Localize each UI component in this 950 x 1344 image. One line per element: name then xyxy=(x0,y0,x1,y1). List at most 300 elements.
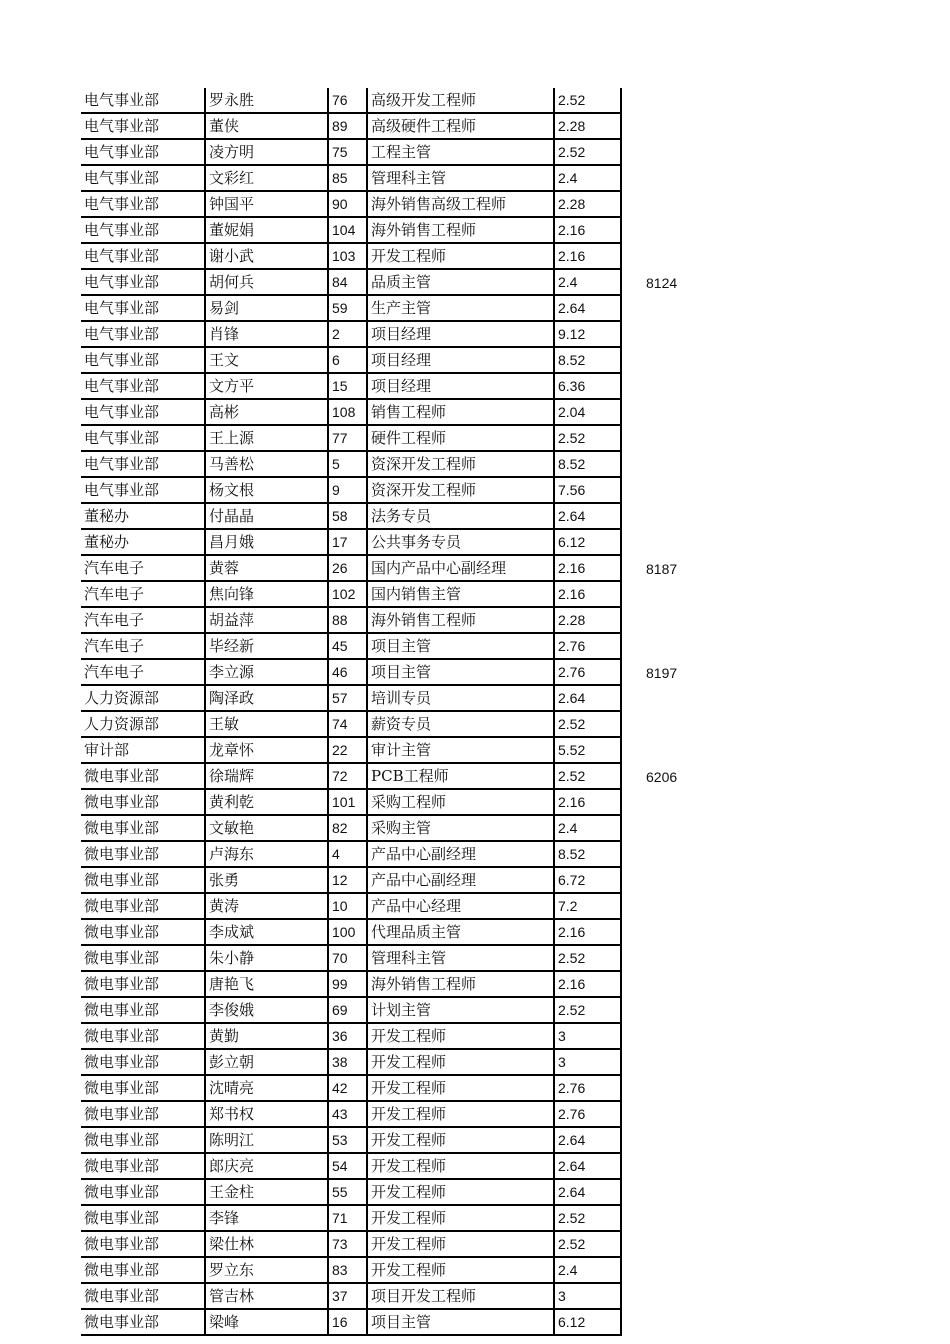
score-cell: 8.52 xyxy=(554,451,621,477)
note-cell xyxy=(621,1309,726,1335)
score-cell: 2.76 xyxy=(554,1101,621,1127)
name-cell: 焦向锋 xyxy=(205,581,328,607)
dept-cell: 电气事业部 xyxy=(81,113,205,139)
dept-cell: 微电事业部 xyxy=(81,789,205,815)
name-cell: 管吉林 xyxy=(205,1283,328,1309)
table-row xyxy=(81,477,726,503)
table-row xyxy=(81,737,726,763)
title-cell: 生产主管 xyxy=(367,295,554,321)
note-cell xyxy=(621,1023,726,1049)
table-row xyxy=(81,1309,726,1335)
name-cell: 肖锋 xyxy=(205,321,328,347)
table-row xyxy=(81,1049,726,1075)
score-cell: 8.52 xyxy=(554,841,621,867)
id-cell: 101 xyxy=(328,789,367,815)
table-row xyxy=(81,815,726,841)
table-row xyxy=(81,1023,726,1049)
name-cell: 黄利乾 xyxy=(205,789,328,815)
table-row xyxy=(81,165,726,191)
note-cell xyxy=(621,321,726,347)
score-cell: 8.52 xyxy=(554,347,621,373)
score-cell: 2.52 xyxy=(554,945,621,971)
id-cell: 5 xyxy=(328,451,367,477)
dept-cell: 微电事业部 xyxy=(81,1127,205,1153)
table-row xyxy=(81,711,726,737)
dept-cell: 微电事业部 xyxy=(81,1283,205,1309)
title-cell: 开发工程师 xyxy=(367,1231,554,1257)
note-cell xyxy=(621,139,726,165)
table-row xyxy=(81,451,726,477)
table-row xyxy=(81,425,726,451)
note-cell xyxy=(621,113,726,139)
note-cell xyxy=(621,711,726,737)
table-row xyxy=(81,1257,726,1283)
name-cell: 文彩红 xyxy=(205,165,328,191)
id-cell: 99 xyxy=(328,971,367,997)
id-cell: 100 xyxy=(328,919,367,945)
table-row xyxy=(81,971,726,997)
id-cell: 42 xyxy=(328,1075,367,1101)
title-cell: 产品中心经理 xyxy=(367,893,554,919)
note-cell xyxy=(621,503,726,529)
dept-cell: 电气事业部 xyxy=(81,269,205,295)
id-cell: 54 xyxy=(328,1153,367,1179)
table-row xyxy=(81,945,726,971)
dept-cell: 微电事业部 xyxy=(81,1179,205,1205)
score-cell: 7.56 xyxy=(554,477,621,503)
name-cell: 胡何兵 xyxy=(205,269,328,295)
name-cell: 黄蓉 xyxy=(205,555,328,581)
title-cell: 开发工程师 xyxy=(367,1023,554,1049)
name-cell: 王上源 xyxy=(205,425,328,451)
note-cell xyxy=(621,867,726,893)
dept-cell: 电气事业部 xyxy=(81,347,205,373)
table-row xyxy=(81,1179,726,1205)
table-row xyxy=(81,841,726,867)
table-row xyxy=(81,503,726,529)
id-cell: 72 xyxy=(328,763,367,789)
table-row xyxy=(81,373,726,399)
id-cell: 70 xyxy=(328,945,367,971)
id-cell: 9 xyxy=(328,477,367,503)
note-cell xyxy=(621,88,726,113)
score-cell: 2.16 xyxy=(554,971,621,997)
title-cell: 海外销售工程师 xyxy=(367,971,554,997)
dept-cell: 微电事业部 xyxy=(81,867,205,893)
dept-cell: 微电事业部 xyxy=(81,1205,205,1231)
id-cell: 88 xyxy=(328,607,367,633)
table-row xyxy=(81,269,726,295)
score-cell: 2.4 xyxy=(554,269,621,295)
dept-cell: 电气事业部 xyxy=(81,191,205,217)
score-cell: 2.76 xyxy=(554,633,621,659)
name-cell: 昌月娥 xyxy=(205,529,328,555)
title-cell: 采购主管 xyxy=(367,815,554,841)
table-row xyxy=(81,607,726,633)
id-cell: 15 xyxy=(328,373,367,399)
dept-cell: 微电事业部 xyxy=(81,1075,205,1101)
table-row xyxy=(81,581,726,607)
dept-cell: 汽车电子 xyxy=(81,581,205,607)
id-cell: 84 xyxy=(328,269,367,295)
id-cell: 108 xyxy=(328,399,367,425)
dept-cell: 汽车电子 xyxy=(81,659,205,685)
score-cell: 3 xyxy=(554,1049,621,1075)
score-cell: 2.64 xyxy=(554,1179,621,1205)
id-cell: 89 xyxy=(328,113,367,139)
dept-cell: 汽车电子 xyxy=(81,555,205,581)
table-row xyxy=(81,555,726,581)
title-cell: 开发工程师 xyxy=(367,1075,554,1101)
name-cell: 李立源 xyxy=(205,659,328,685)
note-cell xyxy=(621,633,726,659)
note-cell xyxy=(621,581,726,607)
note-cell xyxy=(621,685,726,711)
title-cell: 海外销售工程师 xyxy=(367,217,554,243)
note-cell xyxy=(621,1127,726,1153)
name-cell: 唐艳飞 xyxy=(205,971,328,997)
score-cell: 2.52 xyxy=(554,425,621,451)
dept-cell: 人力资源部 xyxy=(81,711,205,737)
note-cell xyxy=(621,1283,726,1309)
title-cell: 项目经理 xyxy=(367,347,554,373)
dept-cell: 汽车电子 xyxy=(81,633,205,659)
name-cell: 龙章怀 xyxy=(205,737,328,763)
id-cell: 85 xyxy=(328,165,367,191)
id-cell: 38 xyxy=(328,1049,367,1075)
name-cell: 凌方明 xyxy=(205,139,328,165)
note-cell xyxy=(621,1101,726,1127)
id-cell: 43 xyxy=(328,1101,367,1127)
table-row xyxy=(81,919,726,945)
dept-cell: 人力资源部 xyxy=(81,685,205,711)
title-cell: 开发工程师 xyxy=(367,1153,554,1179)
title-cell: 高级开发工程师 xyxy=(367,88,554,113)
title-cell: 产品中心副经理 xyxy=(367,867,554,893)
dept-cell: 电气事业部 xyxy=(81,451,205,477)
note-cell xyxy=(621,477,726,503)
table-row xyxy=(81,685,726,711)
table-row xyxy=(81,997,726,1023)
note-cell xyxy=(621,295,726,321)
name-cell: 谢小武 xyxy=(205,243,328,269)
title-cell: 开发工程师 xyxy=(367,1101,554,1127)
id-cell: 76 xyxy=(328,88,367,113)
name-cell: 文敏艳 xyxy=(205,815,328,841)
note-cell xyxy=(621,919,726,945)
table-row xyxy=(81,191,726,217)
id-cell: 10 xyxy=(328,893,367,919)
dept-cell: 微电事业部 xyxy=(81,1309,205,1335)
title-cell: 销售工程师 xyxy=(367,399,554,425)
id-cell: 6 xyxy=(328,347,367,373)
title-cell: 项目主管 xyxy=(367,1309,554,1335)
table-row xyxy=(81,867,726,893)
title-cell: 品质主管 xyxy=(367,269,554,295)
dept-cell: 微电事业部 xyxy=(81,841,205,867)
note-cell: 8197 xyxy=(646,665,678,681)
score-cell: 2.76 xyxy=(554,659,621,685)
name-cell: 罗立东 xyxy=(205,1257,328,1283)
id-cell: 58 xyxy=(328,503,367,529)
score-cell: 2.16 xyxy=(554,789,621,815)
score-cell: 5.52 xyxy=(554,737,621,763)
table-row xyxy=(81,1127,726,1153)
note-cell xyxy=(621,1205,726,1231)
id-cell: 103 xyxy=(328,243,367,269)
name-cell: 张勇 xyxy=(205,867,328,893)
id-cell: 53 xyxy=(328,1127,367,1153)
table-row xyxy=(81,1153,726,1179)
score-cell: 2.52 xyxy=(554,997,621,1023)
id-cell: 75 xyxy=(328,139,367,165)
name-cell: 高彬 xyxy=(205,399,328,425)
name-cell: 杨文根 xyxy=(205,477,328,503)
dept-cell: 电气事业部 xyxy=(81,139,205,165)
dept-cell: 审计部 xyxy=(81,737,205,763)
table-row xyxy=(81,399,726,425)
title-cell: 项目主管 xyxy=(367,659,554,685)
title-cell: 培训专员 xyxy=(367,685,554,711)
score-cell: 2.04 xyxy=(554,399,621,425)
dept-cell: 微电事业部 xyxy=(81,893,205,919)
score-cell: 2.52 xyxy=(554,88,621,113)
note-cell xyxy=(621,399,726,425)
name-cell: 郑书权 xyxy=(205,1101,328,1127)
name-cell: 徐瑞辉 xyxy=(205,763,328,789)
title-cell: 代理品质主管 xyxy=(367,919,554,945)
dept-cell: 微电事业部 xyxy=(81,1101,205,1127)
note-cell xyxy=(621,1049,726,1075)
dept-cell: 微电事业部 xyxy=(81,1231,205,1257)
dept-cell: 电气事业部 xyxy=(81,88,205,113)
name-cell: 卢海东 xyxy=(205,841,328,867)
note-cell xyxy=(621,191,726,217)
table-row xyxy=(81,217,726,243)
score-cell: 2.52 xyxy=(554,763,621,789)
title-cell: 开发工程师 xyxy=(367,1257,554,1283)
score-cell: 2.76 xyxy=(554,1075,621,1101)
score-cell: 2.16 xyxy=(554,581,621,607)
title-cell: 计划主管 xyxy=(367,997,554,1023)
dept-cell: 微电事业部 xyxy=(81,1153,205,1179)
score-cell: 2.64 xyxy=(554,295,621,321)
title-cell: 产品中心副经理 xyxy=(367,841,554,867)
name-cell: 李成斌 xyxy=(205,919,328,945)
score-cell: 2.16 xyxy=(554,555,621,581)
id-cell: 102 xyxy=(328,581,367,607)
title-cell: 资深开发工程师 xyxy=(367,477,554,503)
id-cell: 69 xyxy=(328,997,367,1023)
note-cell xyxy=(621,945,726,971)
title-cell: 项目开发工程师 xyxy=(367,1283,554,1309)
score-cell: 2.16 xyxy=(554,217,621,243)
table-row xyxy=(81,139,726,165)
id-cell: 71 xyxy=(328,1205,367,1231)
id-cell: 90 xyxy=(328,191,367,217)
table-row xyxy=(81,243,726,269)
dept-cell: 电气事业部 xyxy=(81,425,205,451)
title-cell: 硬件工程师 xyxy=(367,425,554,451)
table-row xyxy=(81,763,726,789)
table-row xyxy=(81,633,726,659)
table-row xyxy=(81,295,726,321)
title-cell: 项目经理 xyxy=(367,373,554,399)
title-cell: 开发工程师 xyxy=(367,1205,554,1231)
dept-cell: 电气事业部 xyxy=(81,295,205,321)
score-cell: 2.52 xyxy=(554,139,621,165)
dept-cell: 董秘办 xyxy=(81,529,205,555)
name-cell: 董侠 xyxy=(205,113,328,139)
note-cell xyxy=(621,971,726,997)
table-row xyxy=(81,893,726,919)
note-cell xyxy=(621,165,726,191)
title-cell: 海外销售高级工程师 xyxy=(367,191,554,217)
id-cell: 4 xyxy=(328,841,367,867)
title-cell: 项目经理 xyxy=(367,321,554,347)
score-cell: 7.2 xyxy=(554,893,621,919)
note-cell xyxy=(621,1231,726,1257)
table-row xyxy=(81,347,726,373)
note-cell xyxy=(621,1153,726,1179)
name-cell: 沈晴亮 xyxy=(205,1075,328,1101)
score-cell: 2.28 xyxy=(554,607,621,633)
id-cell: 45 xyxy=(328,633,367,659)
table-row xyxy=(81,1205,726,1231)
id-cell: 12 xyxy=(328,867,367,893)
title-cell: 公共事务专员 xyxy=(367,529,554,555)
score-cell: 2.64 xyxy=(554,1127,621,1153)
name-cell: 黄涛 xyxy=(205,893,328,919)
score-cell: 2.52 xyxy=(554,711,621,737)
id-cell: 73 xyxy=(328,1231,367,1257)
dept-cell: 微电事业部 xyxy=(81,971,205,997)
dept-cell: 电气事业部 xyxy=(81,243,205,269)
note-cell xyxy=(621,789,726,815)
title-cell: 资深开发工程师 xyxy=(367,451,554,477)
name-cell: 黄勤 xyxy=(205,1023,328,1049)
table-row xyxy=(81,1231,726,1257)
note-cell xyxy=(621,1075,726,1101)
table-row xyxy=(81,659,726,685)
table-row xyxy=(81,113,726,139)
note-cell xyxy=(621,893,726,919)
title-cell: 项目主管 xyxy=(367,633,554,659)
title-cell: 采购工程师 xyxy=(367,789,554,815)
name-cell: 李锋 xyxy=(205,1205,328,1231)
dept-cell: 微电事业部 xyxy=(81,997,205,1023)
name-cell: 董妮娟 xyxy=(205,217,328,243)
score-cell: 3 xyxy=(554,1023,621,1049)
name-cell: 李俊娥 xyxy=(205,997,328,1023)
name-cell: 梁仕林 xyxy=(205,1231,328,1257)
note-cell xyxy=(621,373,726,399)
id-cell: 22 xyxy=(328,737,367,763)
score-cell: 2.16 xyxy=(554,919,621,945)
note-cell xyxy=(621,347,726,373)
title-cell: 开发工程师 xyxy=(367,1049,554,1075)
score-cell: 2.4 xyxy=(554,1257,621,1283)
title-cell: 高级硬件工程师 xyxy=(367,113,554,139)
score-cell: 2.64 xyxy=(554,685,621,711)
title-cell: 海外销售工程师 xyxy=(367,607,554,633)
note-cell xyxy=(621,997,726,1023)
note-cell: 6206 xyxy=(646,769,678,785)
title-cell: 开发工程师 xyxy=(367,243,554,269)
dept-cell: 汽车电子 xyxy=(81,607,205,633)
score-cell: 2.64 xyxy=(554,1153,621,1179)
name-cell: 罗永胜 xyxy=(205,88,328,113)
score-cell: 6.36 xyxy=(554,373,621,399)
note-cell xyxy=(621,1257,726,1283)
id-cell: 26 xyxy=(328,555,367,581)
name-cell: 陈明江 xyxy=(205,1127,328,1153)
score-cell: 6.12 xyxy=(554,529,621,555)
score-cell: 6.72 xyxy=(554,867,621,893)
score-cell: 9.12 xyxy=(554,321,621,347)
note-cell xyxy=(621,607,726,633)
note-cell xyxy=(621,451,726,477)
id-cell: 36 xyxy=(328,1023,367,1049)
id-cell: 16 xyxy=(328,1309,367,1335)
id-cell: 59 xyxy=(328,295,367,321)
score-cell: 2.28 xyxy=(554,191,621,217)
name-cell: 毕经新 xyxy=(205,633,328,659)
note-cell xyxy=(621,529,726,555)
name-cell: 付晶晶 xyxy=(205,503,328,529)
note-cell xyxy=(621,243,726,269)
table-row xyxy=(81,1101,726,1127)
title-cell: 国内产品中心副经理 xyxy=(367,555,554,581)
title-cell: PCB工程师 xyxy=(367,763,554,789)
note-cell xyxy=(621,217,726,243)
title-cell: 审计主管 xyxy=(367,737,554,763)
title-cell: 工程主管 xyxy=(367,139,554,165)
name-cell: 陶泽政 xyxy=(205,685,328,711)
score-cell: 2.52 xyxy=(554,1205,621,1231)
score-cell: 2.16 xyxy=(554,243,621,269)
score-cell: 2.28 xyxy=(554,113,621,139)
name-cell: 王文 xyxy=(205,347,328,373)
dept-cell: 电气事业部 xyxy=(81,165,205,191)
name-cell: 梁峰 xyxy=(205,1309,328,1335)
dept-cell: 董秘办 xyxy=(81,503,205,529)
score-cell: 3 xyxy=(554,1283,621,1309)
dept-cell: 微电事业部 xyxy=(81,1049,205,1075)
note-cell xyxy=(621,425,726,451)
title-cell: 法务专员 xyxy=(367,503,554,529)
dept-cell: 电气事业部 xyxy=(81,373,205,399)
id-cell: 104 xyxy=(328,217,367,243)
note-cell: 8187 xyxy=(646,561,678,577)
table-row xyxy=(81,789,726,815)
name-cell: 胡益萍 xyxy=(205,607,328,633)
note-cell xyxy=(621,737,726,763)
spreadsheet-body xyxy=(81,88,726,1335)
score-cell: 6.12 xyxy=(554,1309,621,1335)
id-cell: 46 xyxy=(328,659,367,685)
note-cell xyxy=(621,841,726,867)
dept-cell: 微电事业部 xyxy=(81,815,205,841)
name-cell: 易剑 xyxy=(205,295,328,321)
id-cell: 82 xyxy=(328,815,367,841)
name-cell: 朱小静 xyxy=(205,945,328,971)
score-cell: 2.64 xyxy=(554,503,621,529)
dept-cell: 电气事业部 xyxy=(81,477,205,503)
id-cell: 55 xyxy=(328,1179,367,1205)
table-row xyxy=(81,1283,726,1309)
name-cell: 文方平 xyxy=(205,373,328,399)
